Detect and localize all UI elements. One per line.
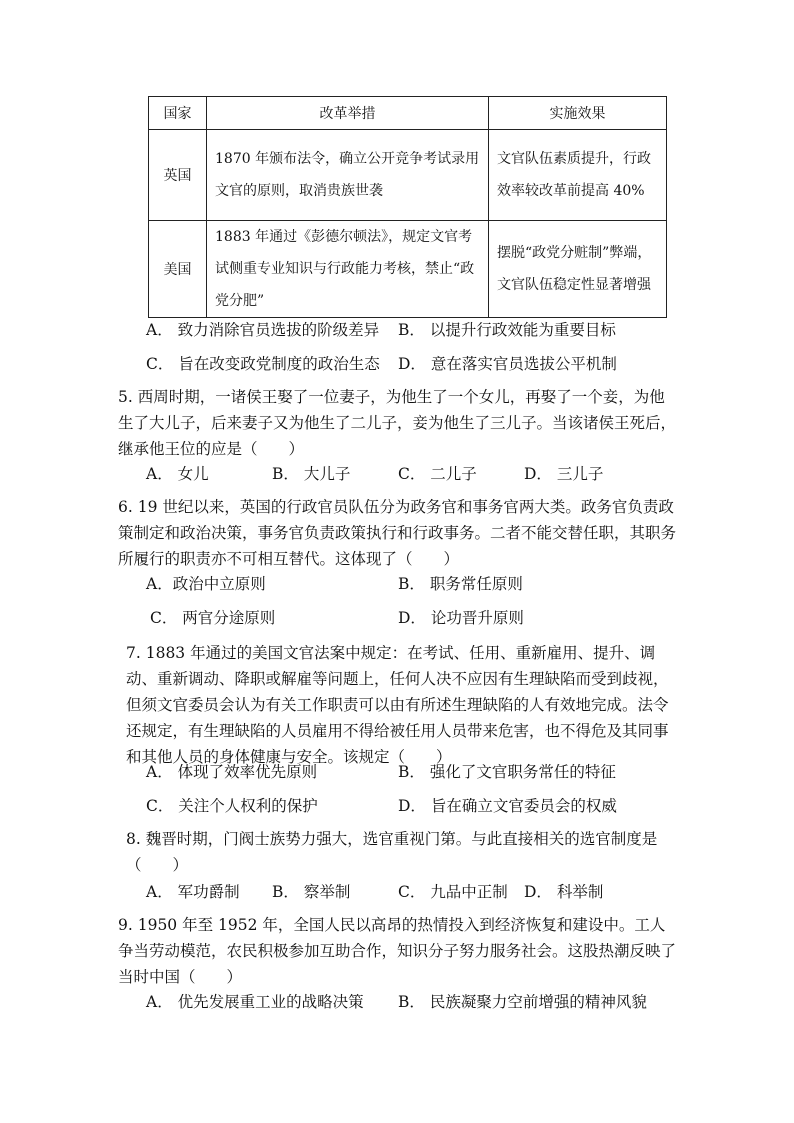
q4-option-b[interactable]: B． 以提升行政效能为重要目标 [398,321,616,339]
table-header-row [149,97,667,130]
table-cell-measure: 1883 年通过《彭德尔顿法》，规定文官考试侧重专业知识与行政能力考核，禁止“政党分肥” [207,221,489,318]
question-6 [118,494,678,572]
q5-option-b[interactable]: B． 大儿子 [272,465,351,483]
question-5 [118,384,678,462]
q8-option-b[interactable]: B． 察举制 [272,883,351,901]
q7-option-c[interactable]: C． 关注个人权利的保护 [146,797,318,815]
q6-option-d[interactable]: D． 论功晋升原则 [398,609,524,627]
q9-option-b[interactable]: B． 民族凝聚力空前增强的精神风貌 [398,993,647,1011]
q5-options [146,462,686,488]
table-header-measure: 改革举措 [207,97,489,130]
question-9 [118,912,678,990]
q6-option-c[interactable]: C． 两官分途原则 [150,609,276,627]
table-cell-measure: 1870 年颁布法令，确立公开竞争考试录用文官的原则，取消贵族世袭 [207,130,489,221]
table-cell-country: 英国 [149,130,207,221]
q5-option-a[interactable]: A． 女儿 [146,465,209,483]
q8-option-c[interactable]: C． 九品中正制 [398,883,508,901]
q7-options [146,760,686,820]
table-cell-effect: 摆脱“政党分赃制”弊端，文官队伍稳定性显著增强 [489,221,667,318]
q7-option-d[interactable]: D． 旨在确立文官委员会的权威 [398,797,617,815]
table-row [149,221,667,318]
q9-option-a[interactable]: A． 优先发展重工业的战略决策 [146,993,364,1011]
question-7-stem: 7. 1883 年通过的美国文官法案中规定：在考试、任用、重新雇用、提升、调动、重新调动、降职或解雇等问题上，任何人决不应因有生理缺陷而受到歧视，但须文官委员会认为有关工作职责可以由有所述生理缺陷的人有效地完成。法令还规定，有生理缺陷的人员雇用不得给被任用人员带来危害，也不得危及其同事和其他人员的身体健康与安全。该规定（ ） [126,644,669,766]
q5-option-c[interactable]: C． 二儿子 [398,465,477,483]
q4-options [146,318,686,378]
q4-option-d[interactable]: D． 意在落实官员选拔公平机制 [398,355,617,373]
table-cell-effect: 文官队伍素质提升，行政效率较改革前提高 40% [489,130,667,221]
q7-option-b[interactable]: B． 强化了文官职务常任的特征 [398,763,616,781]
q8-option-d[interactable]: D． 科举制 [524,883,604,901]
question-7 [126,640,678,770]
q4-option-c[interactable]: C． 旨在改变政党制度的政治生态 [146,355,380,373]
q5-option-d[interactable]: D． 三儿子 [524,465,604,483]
question-5-stem: 5. 西周时期，一诸侯王娶了一位妻子，为他生了一个女儿，再娶了一个妾，为他生了大儿子，后来妻子又为他生了二儿子，妾为他生了三儿子。当该诸侯王死后，继承他王位的应是（ ） [118,388,677,458]
q8-options [146,880,686,906]
question-6-stem: 6. 19 世纪以来，英国的行政官员队伍分为政务官和事务官两大类。政务官负责政策制定和政治决策，事务官负责政策执行和行政事务。二者不能交替任职，其职务所履行的职责亦不可相互替代。这体现了（ ） [118,498,677,568]
q6-option-b[interactable]: B． 职务常任原则 [398,575,523,593]
table-cell-country: 美国 [149,221,207,318]
table-row [149,130,667,221]
q6-options [146,572,686,632]
question-9-stem: 9. 1950 年至 1952 年，全国人民以高昂的热情投入到经济恢复和建设中。工人争当劳动模范，农民积极参加互助合作，知识分子努力服务社会。这股热潮反映了当时中国（ ） [118,916,677,986]
q8-option-a[interactable]: A． 军功爵制 [146,883,240,901]
q4-option-a[interactable]: A． 致力消除官员选拔的阶级差异 [146,321,380,339]
q9-options [146,990,686,1016]
table-header-effect: 实施效果 [489,97,667,130]
question-8 [126,826,678,878]
q6-option-a[interactable]: A．政治中立原则 [146,575,266,593]
table-header-country: 国家 [149,97,207,130]
q7-option-a[interactable]: A． 体现了效率优先原则 [146,763,318,781]
reform-table [148,96,667,318]
question-8-stem: 8. 魏晋时期，门阀士族势力强大，选官重视门第。与此直接相关的选官制度是（ ） [126,830,658,874]
